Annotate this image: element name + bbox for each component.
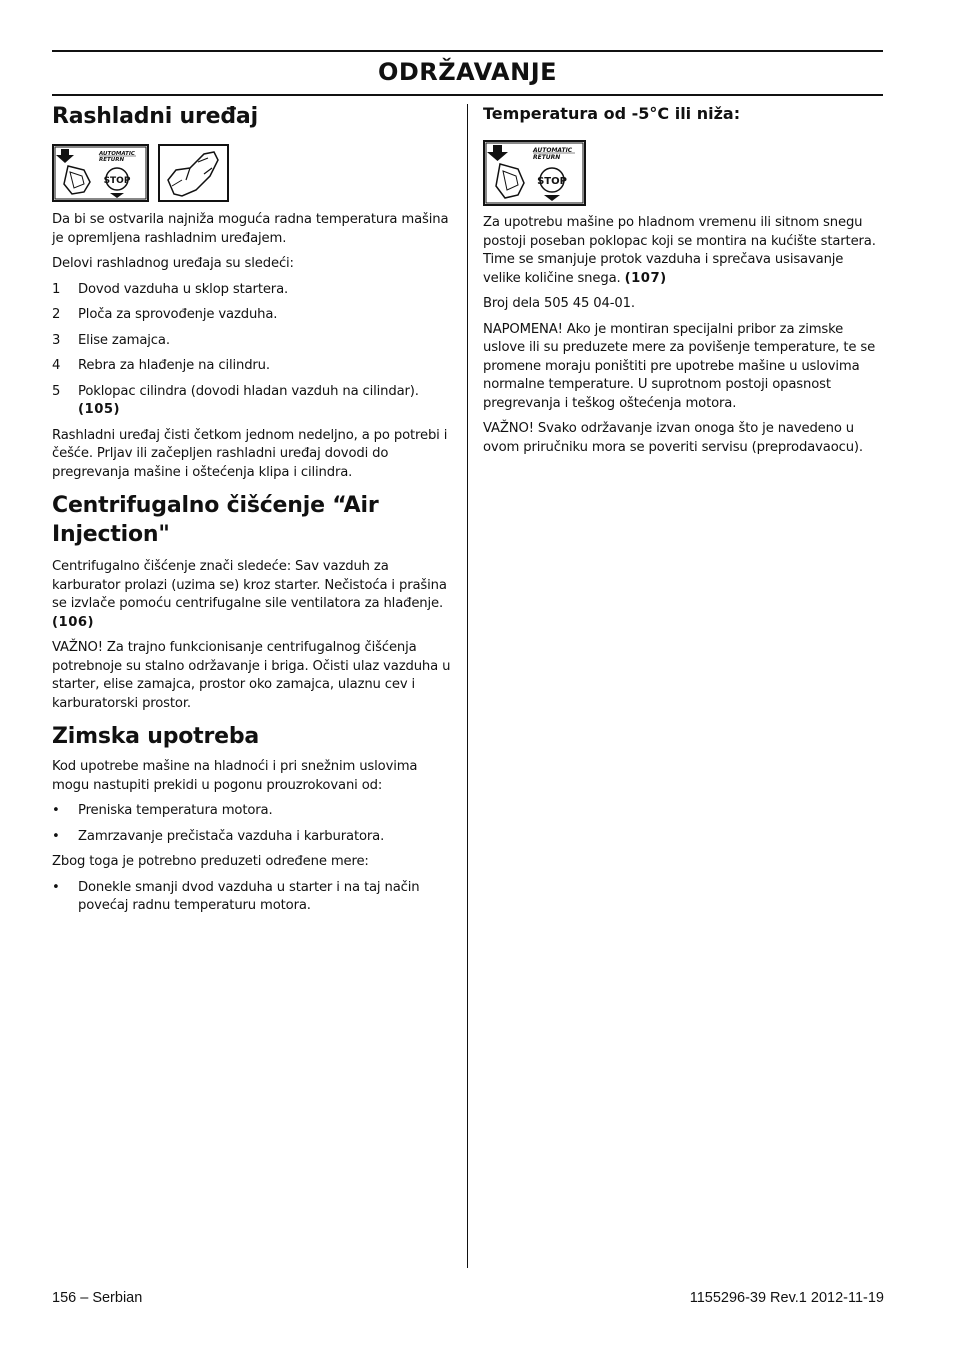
winter-p2: Zbog toga je potrebno preduzeti određene mere: bbox=[52, 854, 369, 869]
centrifugal-heading: Centrifugalno čišćenje “Air Injection" bbox=[52, 493, 379, 547]
winter-heading: Zimska upotreba bbox=[52, 724, 260, 749]
list-item: 4 Rebra za hlađenje na cilindru. bbox=[52, 358, 270, 373]
winter-cover-text: Za upotrebu mašine po hladnom vremenu ili sitnom snegu postoji poseban poklopac koji se montira na kućište startera. Time se smanjuje protok vazduha i sprečava usisavanje velike količine snega. (107) bbox=[483, 215, 876, 286]
cooling-heading: Rashladni uređaj bbox=[52, 104, 258, 129]
list-item: • Donekle smanji dvod vazduha u starter i na taj način povećaj radnu temperaturu motora. bbox=[52, 879, 420, 913]
figure-ref: (105) bbox=[78, 402, 121, 417]
cooling-cleaning: Rashladni uređaj čisti četkom jednom nedeljno, a po potrebi i češće. Prljav ili začepljen rashladni uređaj dovodi do pregrevanja mašine i oštećenja klipa i cilindra. bbox=[52, 427, 448, 480]
column-divider bbox=[467, 104, 468, 1268]
list-item: 3 Elise zamajca. bbox=[52, 332, 170, 348]
winter-bullets-1 bbox=[52, 802, 452, 846]
cooling-parts-intro: Delovi rashladnog uređaja su sledeći: bbox=[52, 256, 294, 271]
section-header bbox=[52, 50, 883, 96]
list-item: • Zamrzavanje prečistača vazduha i karburatora. bbox=[52, 828, 385, 844]
svg-text:STOP: STOP bbox=[103, 176, 131, 186]
cooling-icons bbox=[52, 144, 452, 202]
important-text: VAŽNO! Svako održavanje izvan onoga što je navedeno u ovom priručniku mora se poveriti servisu (preprodavaocu). bbox=[483, 421, 863, 455]
svg-text:AUTOMATIC: AUTOMATIC bbox=[533, 147, 573, 154]
automatic-return-stop-icon bbox=[52, 144, 149, 202]
list-item: 2 Ploča za sprovođenje vazduha. bbox=[52, 307, 278, 322]
automatic-return-stop-icon bbox=[483, 140, 586, 206]
list-item: 1 Dovod vazduha u sklop startera. bbox=[52, 281, 289, 297]
figure-ref: (107) bbox=[624, 270, 667, 286]
centrifugal-p2: VAŽNO! Za trajno funkcionisanje centrifugalnog čišćenja potrebnoje su stalno održavanje i briga. Očisti ulaz vazduha u starter, elise zamajca, prostor oko zamajca, ulaznu cev i karburatorski prostor. bbox=[52, 640, 451, 711]
svg-text:STOP: STOP bbox=[537, 176, 567, 187]
cooling-parts-list bbox=[52, 281, 452, 420]
list-item: • Preniska temperatura motora. bbox=[52, 803, 273, 818]
svg-text:RETURN: RETURN bbox=[533, 154, 561, 161]
glove-icon bbox=[158, 144, 229, 202]
part-number: Broj dela 505 45 04-01. bbox=[483, 296, 635, 311]
figure-ref: (106) bbox=[52, 614, 95, 630]
svg-text:RETURN: RETURN bbox=[99, 157, 125, 163]
cooling-intro: Da bi se ostvarila najniža moguća radna temperatura mašina je opremljena rashladnim uređajem. bbox=[52, 212, 449, 246]
list-item: 5 Poklopac cilindra (dovodi hladan vazduh na cilindar). (105) bbox=[52, 383, 419, 417]
winter-p1: Kod upotrebe mašine na hladnoći i pri snežnim uslovima mogu nastupiti prekidi u pogonu prouzrokovani od: bbox=[52, 759, 418, 793]
left-column bbox=[52, 100, 452, 923]
right-icons bbox=[483, 140, 883, 206]
winter-bullets-2 bbox=[52, 879, 452, 916]
page-title: ODRŽAVANJE bbox=[377, 58, 558, 86]
svg-text:AUTOMATIC: AUTOMATIC bbox=[99, 151, 135, 157]
centrifugal-p1: Centrifugalno čišćenje znači sledeće: Sav vazduh za karburator prolazi (uzima se) kroz starter. Nečistoća i prašina se izvlače pomoću centrifugalne sile ventilatora za hlađenje. (106) bbox=[52, 559, 447, 630]
right-column bbox=[483, 100, 883, 457]
note-text: NAPOMENA! Ako je montiran specijalni pribor za zimske uslove ili su preduzete mere za povišenje temperature, te se promene moraju poništiti pre upotrebe mašine u uslovima normalne temperature. U suprotnom postoji opasnost pregrevanja i teškog oštećenja motora. bbox=[483, 321, 876, 411]
document-id: 1155296-39 Rev.1 2012-11-19 bbox=[689, 1290, 884, 1306]
page-number: 156 – Serbian bbox=[52, 1290, 143, 1306]
temperature-heading: Temperatura od -5°C ili niža: bbox=[483, 104, 741, 123]
